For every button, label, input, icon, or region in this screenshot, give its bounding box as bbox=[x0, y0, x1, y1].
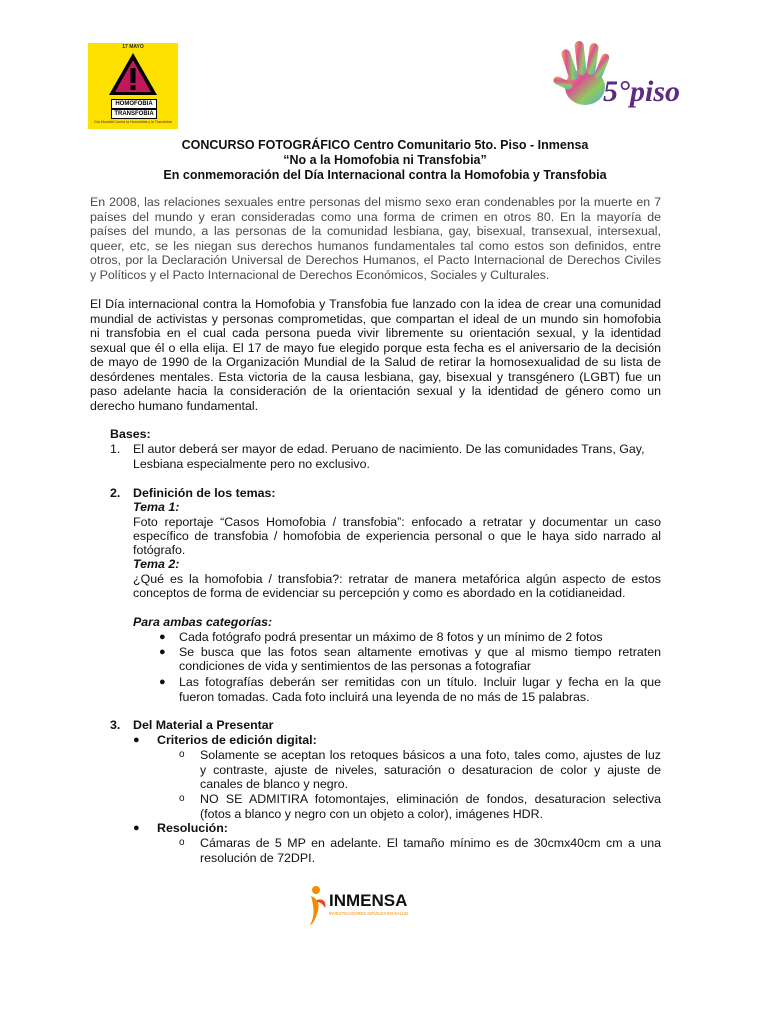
tema2-line: conceptos de forma de evidenciar su percepción y como es abordado en la cotidianeidad. bbox=[133, 586, 626, 600]
history-line: de mayo de 1990 de la Organización Mundial de la Salud de retirar la homosexualidad de su lista de bbox=[90, 355, 661, 369]
logo-label-transfobia: TRANSFOBIA bbox=[111, 109, 157, 119]
criterios-line: (fotos a blanco y negro con un objeto a color), imágenes HDR. bbox=[200, 807, 543, 821]
inmensa-figure-icon bbox=[307, 884, 425, 926]
logo-text: 5°piso bbox=[603, 75, 681, 108]
circle-bullet-icon: o bbox=[179, 793, 185, 804]
temas-number: 2. bbox=[110, 486, 121, 500]
warning-triangle-icon bbox=[107, 51, 159, 97]
ambas-categorias-label: Para ambas categorías: bbox=[133, 615, 273, 629]
ambas-bullet-line: Se busca que las fotos sean altamente emotivas y que al mismo tiempo retraten bbox=[179, 645, 661, 659]
ambas-bullet-line: Cada fotógrafo podrá presentar un máximo de 8 fotos y un mínimo de 2 fotos bbox=[179, 630, 603, 644]
history-paragraph bbox=[90, 297, 661, 413]
intro-paragraph bbox=[90, 195, 661, 282]
resolucion-line: resolución de 72DPI. bbox=[200, 851, 316, 865]
title-line-3: En conmemoración del Día Internacional contra la Homofobia y Transfobia bbox=[163, 168, 607, 182]
title-line-2: “No a la Homofobia ni Transfobia” bbox=[283, 153, 487, 167]
tema2-line: ¿Qué es la homofobia / transfobia?: retratar de manera metafórica algún aspecto de estos bbox=[133, 572, 661, 586]
history-line: derecho humano fundamental. bbox=[90, 398, 259, 413]
history-line: mundial de activistas y personas comprometidas, que compartan el ideal de un mundo sin homofobia bbox=[90, 311, 661, 326]
inmensa-logo bbox=[307, 884, 425, 926]
bullet-icon: ● bbox=[159, 676, 166, 688]
hand-print-icon bbox=[553, 39, 698, 115]
bullet-icon: ● bbox=[159, 631, 166, 643]
intro-line: y Políticos y el Pacto Internacional de Derechos Económicos, Sociales y Culturales. bbox=[90, 267, 550, 282]
criterios-line: canales de blanco y negro. bbox=[200, 777, 349, 791]
criterios-line: NO SE ADMITIRA fotomontajes, eliminación de fondos, desaturacion selectiva bbox=[200, 792, 661, 806]
tema2-label: Tema 2: bbox=[133, 557, 180, 571]
bases-item-line: El autor deberá ser mayor de edad. Peruano de nacimiento. De las comunidades Trans, Gay, bbox=[133, 442, 645, 456]
intro-line: países del mundo y eran consideradas como una forma de crimen en otros 80. En la mayoría de bbox=[90, 209, 661, 224]
tema1-label: Tema 1: bbox=[133, 500, 180, 514]
temas-heading: Definición de los temas: bbox=[133, 486, 276, 500]
intro-line: otros, por la Declaración Universal de Derechos Humanos, el Pacto Internacional de Derechos Civiles bbox=[90, 253, 661, 267]
material-heading: Del Material a Presentar bbox=[133, 718, 274, 732]
resolucion-label: Resolución: bbox=[157, 821, 228, 835]
history-line: paso adelante hacia la consideración de la orientación sexual y la identidad de género como un bbox=[90, 384, 661, 398]
logo-label-homofobia: HOMOFOBIA bbox=[111, 99, 157, 109]
bases-heading: Bases: bbox=[110, 427, 151, 441]
tema1-line: específico de transfobia / homofobia de experiencia personal o que le haya sido narrado al bbox=[133, 529, 661, 543]
logo-date: 17 MAYO bbox=[122, 44, 144, 50]
logo-caption: Día Mundial Contra la Homofobia y la Transfobia bbox=[94, 120, 172, 124]
intro-line: queer, etc, se les niegan sus derechos humanos fundamentales tal como estos son definidos, entre bbox=[90, 238, 661, 253]
quinto-piso-logo bbox=[553, 39, 698, 115]
history-line: desórdenes mentales. Esta victoria de la causa lesbiana, gay, bisexual y transgénero (LGBT) fue un bbox=[90, 369, 661, 384]
circle-bullet-icon: o bbox=[179, 749, 185, 760]
circle-bullet-icon: o bbox=[179, 837, 185, 848]
material-number: 3. bbox=[110, 718, 121, 732]
bullet-icon: ● bbox=[133, 734, 140, 746]
intro-line: En 2008, las relaciones sexuales entre personas del mismo sexo eran condenables por la muerte en 7 bbox=[90, 195, 661, 209]
inmensa-tagline: INVESTIGADORES MÓVILES EN SALUD bbox=[329, 911, 409, 916]
history-line: sexual que él o ella elija. El 17 de mayo fue elegido porque esta fecha es el aniversario de la decisión bbox=[90, 340, 661, 355]
criterios-label: Criterios de edición digital: bbox=[157, 733, 317, 747]
inmensa-name: INMENSA bbox=[329, 891, 408, 910]
resolucion-line: Cámaras de 5 MP en adelante. El tamaño mínimo es de 30cmx40cm cm a una bbox=[200, 836, 661, 850]
bullet-icon: ● bbox=[159, 646, 166, 658]
homofobia-transfobia-logo bbox=[88, 43, 178, 129]
ambas-bullet-line: condiciones de vida y sentimientos de las personas a fotografiar bbox=[179, 659, 531, 673]
intro-line: países del mundo, a las personas de la comunidad lesbiana, gay, bisexual, transexual, intersexual, bbox=[90, 224, 661, 238]
tema1-line: Foto reportaje “Casos Homofobia / transfobia”: enfocado a retratar y documentar un caso bbox=[133, 515, 661, 529]
history-line: El Día internacional contra la Homofobia y Transfobia fue lanzado con la idea de crear una comunidad bbox=[90, 297, 661, 311]
bases-item-number: 1. bbox=[110, 442, 121, 456]
history-line: ni transfobia en el cual cada persona pueda vivir libremente su orientación sexual, y la identidad bbox=[90, 326, 661, 340]
criterios-line: Solamente se aceptan los retoques básicos a una foto, tales como, ajustes de luz bbox=[200, 748, 661, 762]
ambas-bullet-line: fueron tomadas. Cada foto incluirá una leyenda de no más de 15 palabras. bbox=[179, 690, 590, 704]
title-line-1: CONCURSO FOTOGRÁFICO Centro Comunitario 5to. Piso - Inmensa bbox=[181, 138, 589, 152]
bullet-icon: ● bbox=[133, 822, 140, 834]
ambas-bullet-line: Las fotografías deberán ser remitidas con un título. Incluir lugar y fecha en la que bbox=[179, 675, 661, 689]
bases-item-line: Lesbiana especialmente pero no exclusivo. bbox=[133, 457, 370, 471]
tema1-line: fotógrafo. bbox=[133, 543, 186, 557]
criterios-line: y contraste, ajuste de niveles, saturación o desaturacion de color y ajuste de bbox=[200, 763, 661, 777]
